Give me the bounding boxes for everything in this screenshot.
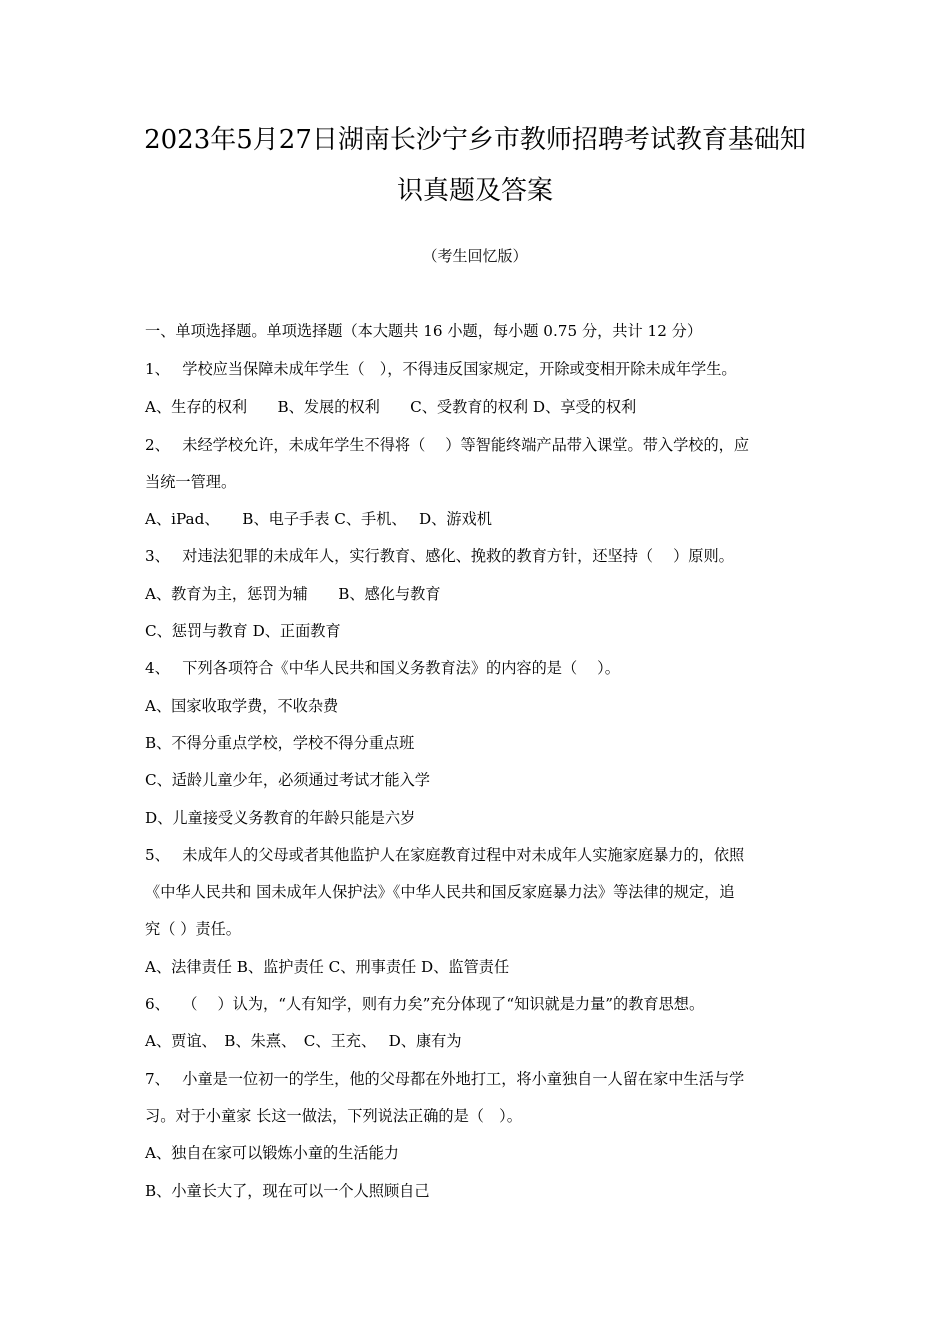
option-line: A、法律责任 B、监护责任 C、刑事责任 D、监管责任: [145, 958, 510, 976]
question-line: 4、 下列各项符合《中华人民共和国义务教育法》的内容的是（ ）。: [145, 659, 620, 677]
question-line: 7、 小童是一位初一的学生，他的父母都在外地打工，将小童独自一人留在家中生活与学: [145, 1070, 745, 1088]
option-line: D、儿童接受义务教育的年龄只能是六岁: [145, 809, 416, 827]
option-line: A、独自在家可以锻炼小童的生活能力: [145, 1144, 399, 1162]
option-line: B、不得分重点学校，学校不得分重点班: [145, 734, 415, 752]
question-line: 1、 学校应当保障未成年学生（ ），不得违反国家规定，开除或变相开除未成年学生。: [145, 360, 737, 378]
option-line: C、惩罚与教育 D、正面教育: [145, 622, 341, 640]
option-line: A、国家收取学费，不收杂费: [145, 697, 339, 715]
question-line: 2、 未经学校允许，未成年学生不得将（ ）等智能终端产品带入课堂。带入学校的，应: [145, 436, 750, 454]
document-title-line-2: 识真题及答案: [396, 176, 553, 206]
document-subtitle: （考生回忆版）: [422, 247, 528, 265]
question-line: 当统一管理。: [145, 473, 237, 491]
option-line: A、贾谊、 B、朱熹、 C、王充、 D、康有为: [145, 1032, 462, 1050]
question-line: 习。对于小童家 长这一做法，下列说法正确的是（ ）。: [145, 1107, 522, 1125]
option-line: B、小童长大了，现在可以一个人照顾自己: [145, 1182, 430, 1200]
question-line: 6、 （ ）认为，“人有知学，则有力矣”充分体现了“知识就是力量”的教育思想。: [145, 995, 705, 1013]
option-line: A、iPad、 B、电子手表 C、手机、 D、游戏机: [145, 510, 492, 528]
option-line: A、教育为主，惩罚为辅 B、感化与教育: [145, 585, 441, 603]
document-title-line-1: 2023年5月27日湖南长沙宁乡市教师招聘考试教育基础知: [144, 125, 806, 155]
question-line: 5、 未成年人的父母或者其他监护人在家庭教育过程中对未成年人实施家庭暴力的，依照: [145, 846, 745, 864]
section-heading: 一、单项选择题。单项选择题（本大题共 16 小题，每小题 0.75 分，共计 12 分）: [145, 322, 703, 340]
question-line: 3、 对违法犯罪的未成年人，实行教育、感化、挽救的教育方针，还坚持（ ）原则。: [145, 547, 734, 565]
question-line: 究（ ）责任。: [145, 920, 241, 938]
option-line: C、适龄儿童少年，必须通过考试才能入学: [145, 771, 430, 789]
option-line: A、生存的权利 B、发展的权利 C、受教育的权利 D、享受的权利: [145, 398, 637, 416]
question-line: 《中华人民共和 国未成年人保护法》《中华人民共和国反家庭暴力法》等法律的规定，追: [145, 883, 735, 901]
